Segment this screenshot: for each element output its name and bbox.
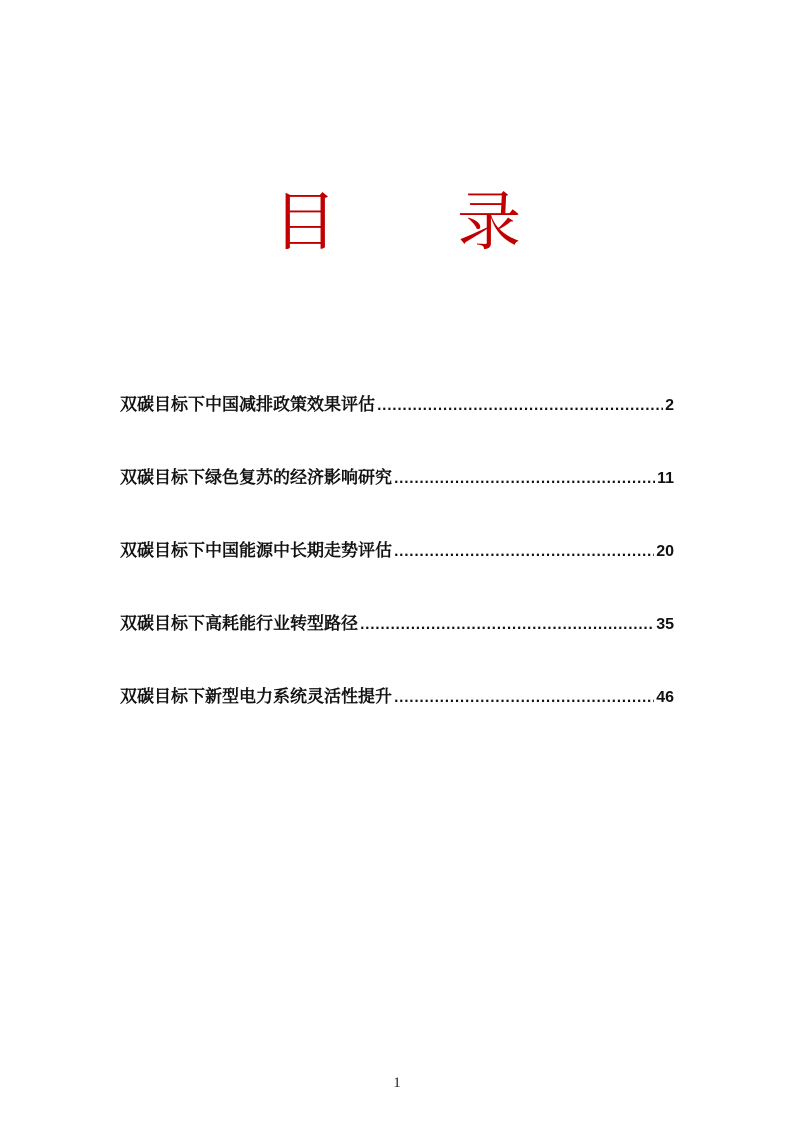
toc-entry[interactable] <box>120 609 674 637</box>
dot-leader <box>394 472 655 486</box>
toc-entry-title: 双碳目标下中国减排政策效果评估 <box>120 395 375 415</box>
table-of-contents <box>120 390 674 755</box>
toc-entry-title: 双碳目标下中国能源中长期走势评估 <box>120 541 392 561</box>
toc-entry[interactable] <box>120 682 674 710</box>
toc-entry-title: 双碳目标下高耗能行业转型路径 <box>120 614 358 634</box>
toc-entry-page-number: 35 <box>656 616 674 633</box>
toc-entry-page-number: 46 <box>656 689 674 706</box>
dot-leader <box>377 399 663 413</box>
toc-entry[interactable] <box>120 390 674 418</box>
toc-heading: 目 录 <box>273 186 549 260</box>
toc-entry-page-number: 20 <box>656 543 674 560</box>
toc-entry-page-number: 11 <box>657 470 674 487</box>
toc-entry-page-number: 2 <box>665 397 674 414</box>
toc-entry[interactable] <box>120 536 674 564</box>
dot-leader <box>360 618 654 632</box>
toc-entry-title: 双碳目标下新型电力系统灵活性提升 <box>120 687 392 707</box>
page-number: 1 <box>393 1075 401 1091</box>
toc-entry-title: 双碳目标下绿色复苏的经济影响研究 <box>120 468 392 488</box>
dot-leader <box>394 691 654 705</box>
toc-entry[interactable] <box>120 463 674 491</box>
dot-leader <box>394 545 654 559</box>
